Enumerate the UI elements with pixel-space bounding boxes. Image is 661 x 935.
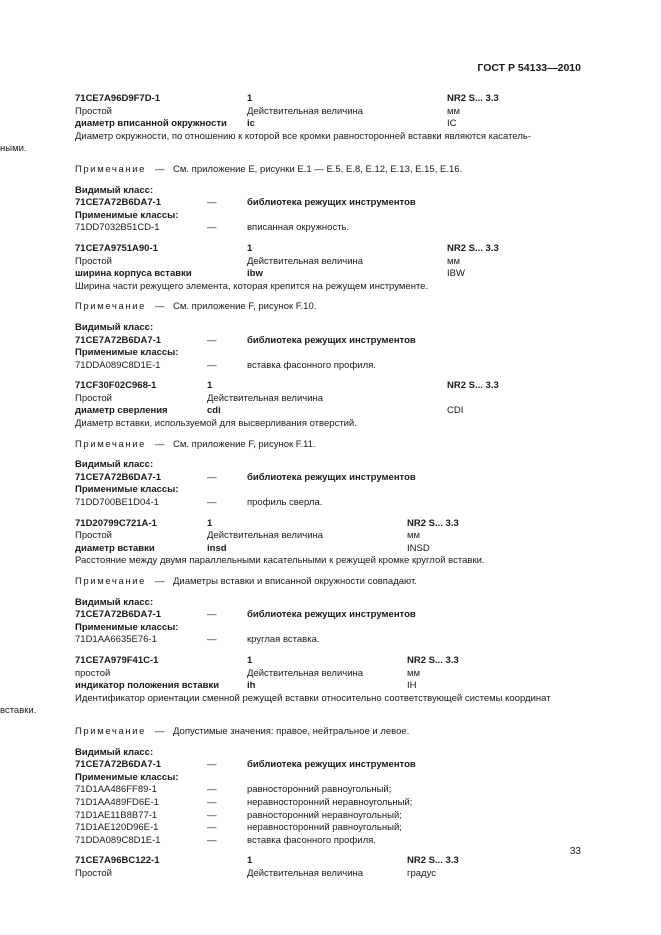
- spacer: [75, 589, 583, 597]
- property-ref: NR2 S... 3.3: [447, 380, 499, 392]
- text-row: [75, 93, 583, 106]
- property-symbol: cdi: [207, 405, 221, 417]
- spacer: [75, 372, 583, 380]
- dash: —: [207, 334, 217, 346]
- text-row: [75, 655, 583, 668]
- applicable-class-id: 71D1AA6635E76-1: [75, 634, 157, 646]
- property-type: простой: [75, 667, 111, 679]
- dash: —: [207, 796, 217, 808]
- property-num: 1: [207, 380, 213, 392]
- property-type: Простой: [75, 392, 112, 404]
- property-code: INSD: [407, 542, 430, 554]
- visible-class-id: 71CE7A72B6DA7-1: [75, 197, 162, 209]
- visible-class-id: 71CE7A72B6DA7-1: [75, 471, 162, 483]
- applicable-class-id: 71D1AA489FD6E-1: [75, 796, 159, 808]
- dash: —: [207, 359, 217, 371]
- spacer: [75, 568, 583, 576]
- spacer: [75, 739, 583, 747]
- applicable-classes-label: Применимые классы:: [75, 347, 179, 359]
- visible-class-label: Видимый класс:: [75, 459, 154, 471]
- applicable-classes-label: Применимые классы:: [75, 771, 179, 783]
- dash: —: [207, 634, 217, 646]
- text-row: [75, 360, 583, 373]
- property-num: 1: [207, 517, 213, 529]
- property-description-cont: ными.: [0, 143, 27, 155]
- text-row: [75, 543, 583, 556]
- text-row: [75, 405, 583, 418]
- property-symbol: ibw: [247, 268, 263, 280]
- visible-class-label: Видимый класс:: [75, 321, 154, 333]
- visible-class-name: библиотека режущих инструментов: [247, 334, 416, 346]
- dash: —: [207, 784, 217, 796]
- dash: —: [207, 834, 217, 846]
- dash: —: [207, 471, 217, 483]
- note-row: [75, 726, 583, 739]
- text-row: [75, 222, 583, 235]
- text-row: [75, 530, 583, 543]
- dash: —: [207, 809, 217, 821]
- spacer: [75, 431, 583, 439]
- spacer: [75, 510, 583, 518]
- text-row: [75, 380, 583, 393]
- text-row: [75, 322, 583, 335]
- property-code: IH: [407, 680, 417, 692]
- visible-class-id: 71CE7A72B6DA7-1: [75, 334, 162, 346]
- applicable-class-name: равносторонний неравноугольный;: [247, 809, 402, 821]
- property-name: ширина корпуса вставки: [75, 268, 192, 280]
- spacer: [75, 235, 583, 243]
- property-num: 1: [247, 654, 253, 666]
- note-row: [75, 576, 583, 589]
- applicable-class-name: круглая вставка.: [247, 634, 320, 646]
- property-code: CDI: [447, 405, 464, 417]
- property-kind: Действительная величина: [247, 255, 364, 267]
- text-row: [75, 197, 583, 210]
- note-text: Диаметры вставки и вписанной окружности совпадают.: [173, 576, 417, 587]
- note-dash: —: [155, 725, 165, 737]
- property-type: Простой: [75, 105, 112, 117]
- applicable-class-name: неравносторонний равноугольный;: [247, 822, 402, 834]
- property-symbol: ih: [247, 680, 256, 692]
- text-row: [75, 759, 583, 772]
- text-row: [75, 784, 583, 797]
- visible-class-name: библиотека режущих инструментов: [247, 197, 416, 209]
- standard-header: ГОСТ Р 54133—2010: [477, 62, 581, 74]
- note-label: Примечание: [75, 301, 146, 313]
- property-id: 71CF30F02C968-1: [75, 380, 157, 392]
- property-ref: NR2 S... 3.3: [447, 242, 499, 254]
- applicable-class-id: 71DDA089C8D1E-1: [75, 834, 161, 846]
- property-kind: Действительная величина: [247, 667, 364, 679]
- text-row: [75, 472, 583, 485]
- applicable-class-id: 71D1AE120D96E-1: [75, 822, 159, 834]
- text-row: [75, 347, 583, 360]
- page-number: 33: [569, 846, 581, 857]
- text-row: [75, 185, 583, 198]
- property-id: 71D20799C721A-1: [75, 517, 157, 529]
- applicable-class-name: равносторонний равноугольный;: [247, 784, 392, 796]
- property-kind: Действительная величина: [207, 530, 324, 542]
- property-kind: Действительная величина: [247, 867, 364, 879]
- property-name: индикатор положения вставки: [75, 680, 220, 692]
- note-label: Примечание: [75, 725, 146, 737]
- text-row: [75, 855, 583, 868]
- property-description: Диаметр вставки, используемой для высверливания отверстий.: [75, 418, 357, 430]
- property-type: Простой: [75, 530, 112, 542]
- dash: —: [207, 197, 217, 209]
- note-label: Примечание: [75, 163, 146, 175]
- text-row: [75, 518, 583, 531]
- text-row: [75, 210, 583, 223]
- property-description-cont: вставки.: [0, 705, 37, 717]
- visible-class-id: 71CE7A72B6DA7-1: [75, 759, 162, 771]
- property-unit: мм: [447, 105, 461, 117]
- dash: —: [207, 497, 217, 509]
- property-unit: мм: [407, 667, 421, 679]
- applicable-class-name: вставка фасонного профиля.: [247, 834, 376, 846]
- visible-class-id: 71CE7A72B6DA7-1: [75, 609, 162, 621]
- note-row: [75, 301, 583, 314]
- property-num: 1: [247, 855, 253, 867]
- property-symbol: insd: [207, 542, 227, 554]
- note-label: Примечание: [75, 576, 146, 587]
- property-id: 71CE7A96BC122-1: [75, 855, 160, 867]
- note-row: [75, 164, 583, 177]
- spacer: [75, 156, 583, 164]
- text-row: [75, 106, 583, 119]
- document-body: [0, 93, 583, 880]
- applicable-class-id: 71DDA089C8D1E-1: [75, 359, 161, 371]
- property-type: Простой: [75, 867, 112, 879]
- text-row: [75, 256, 583, 269]
- property-id: 71CE7A96D9F7D-1: [75, 93, 161, 104]
- dash: —: [207, 609, 217, 621]
- spacer: [75, 293, 583, 301]
- text-row: [75, 634, 583, 647]
- property-name: диаметр вписанной окружности: [75, 118, 227, 130]
- text-row: [75, 459, 583, 472]
- text-row: [75, 868, 583, 881]
- property-id: 71CE7A979F41C-1: [75, 654, 159, 666]
- note-text: Допустимые значения: правое, нейтральное и левое.: [173, 725, 410, 737]
- property-type: Простой: [75, 255, 112, 267]
- property-description: Диаметр окружности, по отношению к которой все кромки равносторонней вставки являются касатель-: [75, 130, 532, 142]
- applicable-classes-label: Применимые классы:: [75, 621, 179, 633]
- visible-class-name: библиотека режущих инструментов: [247, 609, 416, 621]
- text-row: [75, 772, 583, 785]
- property-ref: NR2 S... 3.3: [407, 855, 459, 867]
- property-unit: градус: [407, 867, 436, 879]
- applicable-class-name: вписанная окружность.: [247, 222, 350, 234]
- property-description: Идентификатор ориентации сменной режущей вставки относительно соответствующей системы координат: [75, 692, 551, 704]
- text-row: [75, 609, 583, 622]
- spacer: [75, 314, 583, 322]
- applicable-class-id: 71DD7032B51CD-1: [75, 222, 160, 234]
- spacer: [75, 177, 583, 185]
- applicable-class-id: 71D1AE11B8B77-1: [75, 809, 158, 821]
- property-code: IBW: [447, 268, 465, 280]
- dash: —: [207, 822, 217, 834]
- visible-class-name: библиотека режущих инструментов: [247, 759, 416, 771]
- note-text: См. приложение E, рисунки E.1 — E.5, E.8, E.12, E.13, E.15, E.16.: [173, 163, 463, 175]
- dash: —: [207, 759, 217, 771]
- text-row: [75, 668, 583, 681]
- text-row: [75, 484, 583, 497]
- visible-class-name: библиотека режущих инструментов: [247, 471, 416, 483]
- text-row: [75, 268, 583, 281]
- note-text: См. приложение F, рисунок F.10.: [173, 301, 317, 313]
- property-unit: мм: [447, 255, 461, 267]
- visible-class-label: Видимый класс:: [75, 184, 154, 196]
- text-row: [75, 797, 583, 810]
- visible-class-label: Видимый класс:: [75, 746, 154, 758]
- visible-class-label: Видимый класс:: [75, 596, 154, 608]
- property-num: 1: [247, 93, 253, 104]
- applicable-class-id: 71DD700BE1D04-1: [75, 497, 159, 509]
- text-row: [75, 680, 583, 693]
- property-ref: NR2 S... 3.3: [407, 654, 459, 666]
- property-kind: Действительная величина: [247, 105, 364, 117]
- spacer: [75, 847, 583, 855]
- property-description: Ширина части режущего элемента, которая крепится на режущем инструменте.: [75, 280, 429, 292]
- applicable-classes-label: Применимые классы:: [75, 484, 179, 496]
- text-row: [75, 747, 583, 760]
- note-dash: —: [155, 438, 165, 450]
- property-name: диаметр вставки: [75, 542, 155, 554]
- applicable-class-name: неравносторонний неравноугольный;: [247, 796, 413, 808]
- property-symbol: ic: [247, 118, 255, 130]
- text-row: [75, 810, 583, 823]
- text-row: [75, 393, 583, 406]
- property-description: Расстояние между двумя параллельными касательными к режущей кромке круглой вставки.: [75, 555, 485, 567]
- note-dash: —: [155, 163, 165, 175]
- text-row: [75, 622, 583, 635]
- property-kind: Действительная величина: [207, 392, 324, 404]
- property-name: диаметр сверления: [75, 405, 168, 417]
- dash: —: [207, 222, 217, 234]
- property-unit: мм: [407, 530, 421, 542]
- text-row: [75, 118, 583, 131]
- property-ref: NR2 S... 3.3: [407, 517, 459, 529]
- spacer: [75, 647, 583, 655]
- note-row: [75, 439, 583, 452]
- text-row: [75, 597, 583, 610]
- note-text: См. приложение F, рисунок F.11.: [173, 438, 316, 450]
- text-row: [75, 835, 583, 848]
- text-row: [75, 335, 583, 348]
- text-row: [75, 497, 583, 510]
- applicable-class-name: профиль сверла.: [247, 497, 323, 509]
- applicable-class-id: 71D1AA486FF89-1: [75, 784, 157, 796]
- note-label: Примечание: [75, 438, 146, 450]
- applicable-class-name: вставка фасонного профиля.: [247, 359, 376, 371]
- spacer: [75, 718, 583, 726]
- text-row: [75, 822, 583, 835]
- property-id: 71CE7A9751A90-1: [75, 242, 158, 254]
- property-num: 1: [247, 242, 253, 254]
- note-dash: —: [155, 576, 165, 587]
- text-row: [75, 243, 583, 256]
- property-code: IC: [447, 118, 457, 130]
- applicable-classes-label: Применимые классы:: [75, 209, 179, 221]
- note-dash: —: [155, 301, 165, 313]
- spacer: [75, 451, 583, 459]
- property-ref: NR2 S... 3.3: [447, 93, 499, 104]
